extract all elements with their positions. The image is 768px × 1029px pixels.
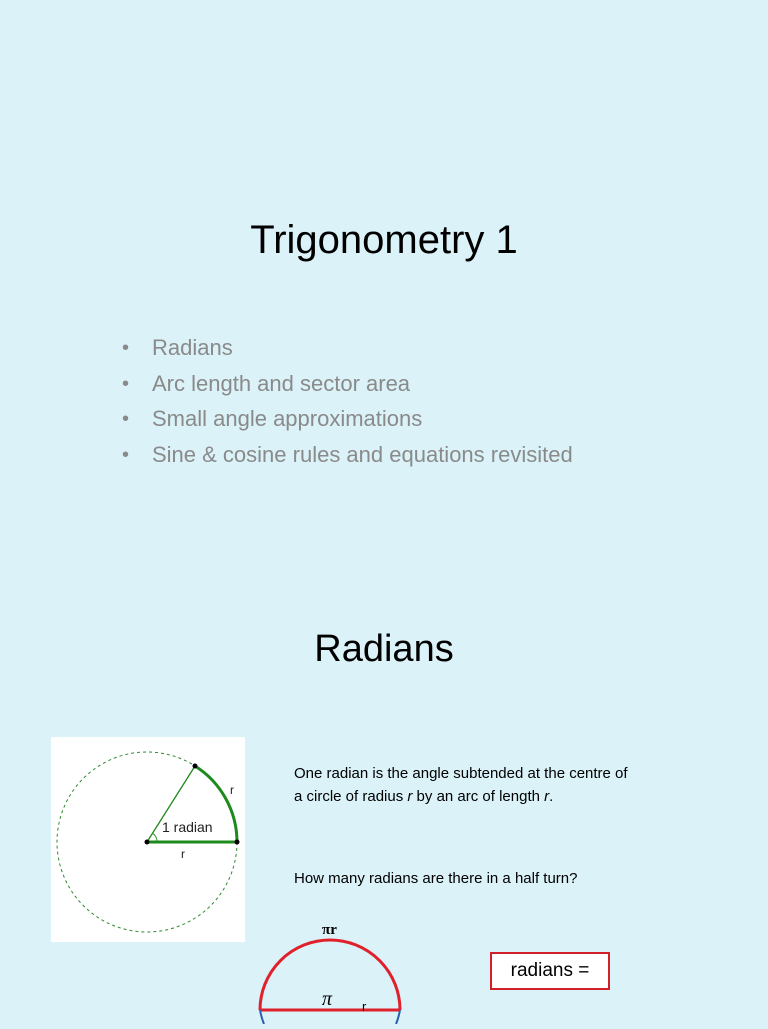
bullet-icon: • xyxy=(122,443,130,466)
pi-label: π xyxy=(322,988,333,1010)
slide-title: Radians xyxy=(314,628,454,670)
angle-label: 1 radian xyxy=(162,819,213,835)
definition-variable: r xyxy=(407,788,413,805)
list-item xyxy=(122,332,573,368)
lower-arc-left xyxy=(260,1010,264,1024)
definition-text: One radian is the angle subtended at the centre of a circle of radius xyxy=(294,765,628,805)
centre-point xyxy=(145,840,150,845)
endpoint xyxy=(193,764,198,769)
bullet-list xyxy=(122,332,573,474)
list-item xyxy=(122,368,573,404)
arc-label: r xyxy=(230,783,234,797)
bullet-text: Radians xyxy=(152,335,233,360)
semicircle-radius-label: r xyxy=(362,999,367,1014)
bullet-icon: • xyxy=(122,337,130,359)
slide-title: Trigonometry 1 xyxy=(250,218,518,262)
list-item xyxy=(122,439,573,475)
arc-length-label: πr xyxy=(322,922,337,938)
semicircle-diagram xyxy=(252,915,402,1029)
radian-definition xyxy=(294,762,634,808)
semicircle-svg xyxy=(252,915,402,1024)
bullet-text: Sine & cosine rules and equations revisited xyxy=(152,441,573,467)
radian-diagram-svg xyxy=(51,737,245,942)
radian-diagram xyxy=(51,737,245,942)
bullet-text: Arc length and sector area xyxy=(152,370,411,396)
definition-text: . xyxy=(549,788,554,805)
answer-box: radians = xyxy=(490,952,610,990)
bullet-text: Small angle approximations xyxy=(152,406,423,431)
definition-text: by an arc of length xyxy=(412,788,545,805)
endpoint xyxy=(235,840,240,845)
bullet-icon: • xyxy=(122,408,130,430)
bullet-icon: • xyxy=(122,372,130,395)
definition-variable: r xyxy=(544,788,550,805)
list-item xyxy=(122,403,573,439)
radius-label: r xyxy=(181,847,185,861)
half-turn-question: How many radians are there in a half turn? xyxy=(294,870,578,887)
lower-arc-right xyxy=(396,1010,400,1024)
